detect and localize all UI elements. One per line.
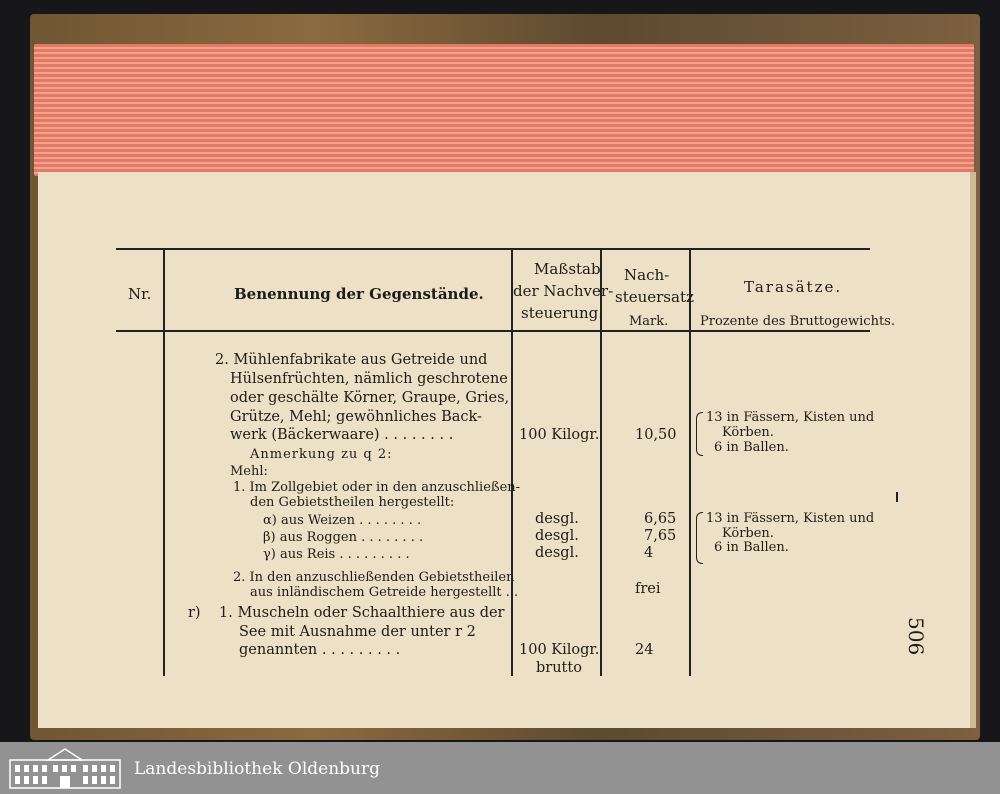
mehl-tara-2: Körben.: [722, 526, 774, 541]
q2-line-2: Hülsenfrüchten, nämlich geschrotene: [230, 371, 508, 387]
header-prozente: Prozente des Bruttogewichts.: [700, 314, 895, 329]
reis-satz: 4: [644, 545, 654, 561]
q2-line-1: 2. Mühlenfabrikate aus Getreide und: [215, 352, 488, 368]
page-number: 506: [904, 617, 928, 656]
roggen-label: β) aus Roggen . . . . . . . .: [263, 530, 424, 545]
library-name: Landesbibliothek Oldenburg: [134, 759, 381, 779]
r1-satz: 24: [635, 642, 654, 658]
table-top-rule: [116, 248, 870, 250]
reis-label: γ) aus Reis . . . . . . . . .: [263, 547, 410, 562]
r-label: r): [188, 605, 201, 621]
col-rule-1: [163, 250, 165, 676]
r1-line-3: genannten . . . . . . . . .: [239, 642, 401, 658]
header-nachsteuer-1: Nach-: [624, 266, 670, 284]
mehl-tara-1: 13 in Fässern, Kisten und: [706, 511, 875, 526]
q2-line-4: Grütze, Mehl; gewöhnliches Back-: [230, 409, 482, 425]
reis-desgl: desgl.: [535, 545, 579, 561]
r1-massstab-1: 100 Kilogr.: [519, 642, 600, 658]
mehl-tara-3: 6 in Ballen.: [714, 540, 789, 555]
q2-tara-2: Körben.: [722, 425, 774, 440]
mehl-tara-brace: [696, 512, 703, 564]
r1-massstab-2: brutto: [536, 660, 582, 676]
tariff-table: [38, 172, 970, 728]
mehl-label: Mehl:: [230, 464, 268, 479]
weizen-satz: 6,65: [644, 511, 677, 527]
q2-satz: 10,50: [635, 427, 677, 443]
header-nr: Nr.: [128, 285, 152, 303]
header-massstab-2: der Nachver-: [513, 282, 614, 300]
q2-tara-1: 13 in Fässern, Kisten und: [706, 410, 875, 425]
header-massstab-3: steuerung.: [521, 304, 604, 322]
frei: frei: [635, 581, 661, 597]
q2-line-3: oder geschälte Körner, Graupe, Gries,: [230, 390, 510, 406]
roggen-satz: 7,65: [644, 528, 677, 544]
footer-bar: [0, 742, 1000, 794]
mehl-2-line-1: 2. In den anzuschließenden Gebietstheilen: [233, 570, 515, 585]
col-rule-4: [689, 250, 691, 676]
book-page: [38, 172, 976, 728]
page-number-mark: [896, 492, 898, 502]
header-bottom-rule: [116, 330, 870, 332]
page-edges: [34, 44, 974, 176]
mehl-1-line-2: den Gebietstheilen hergestellt:: [250, 495, 455, 510]
r1-line-1: 1. Muscheln oder Schaalthiere aus der: [219, 605, 505, 621]
header-mark: Mark.: [629, 314, 669, 329]
header-nachsteuer-2: steuersatz: [615, 288, 694, 306]
header-massstab-1: Maßstab: [534, 260, 601, 278]
header-tarasaetze: Tarasätze.: [744, 278, 843, 296]
mehl-1-line-1: 1. Im Zollgebiet oder in den anzuschließen-: [233, 480, 521, 495]
q2-tara-3: 6 in Ballen.: [714, 440, 789, 455]
anmerkung: Anmerkung zu q 2:: [250, 447, 393, 462]
weizen-label: α) aus Weizen . . . . . . . .: [263, 513, 422, 528]
q2-line-5: werk (Bäckerwaare) . . . . . . . .: [230, 427, 454, 443]
library-building-logo: [8, 746, 122, 790]
weizen-desgl: desgl.: [535, 511, 579, 527]
header-benennung: Benennung der Gegenstände.: [234, 285, 484, 303]
q2-massstab: 100 Kilogr.: [519, 427, 600, 443]
q2-tara-brace: [696, 412, 703, 456]
mehl-2-line-2: aus inländischem Getreide hergestellt . .: [250, 585, 519, 600]
col-rule-2: [511, 250, 513, 676]
r1-line-2: See mit Ausnahme der unter r 2: [239, 624, 476, 640]
roggen-desgl: desgl.: [535, 528, 579, 544]
